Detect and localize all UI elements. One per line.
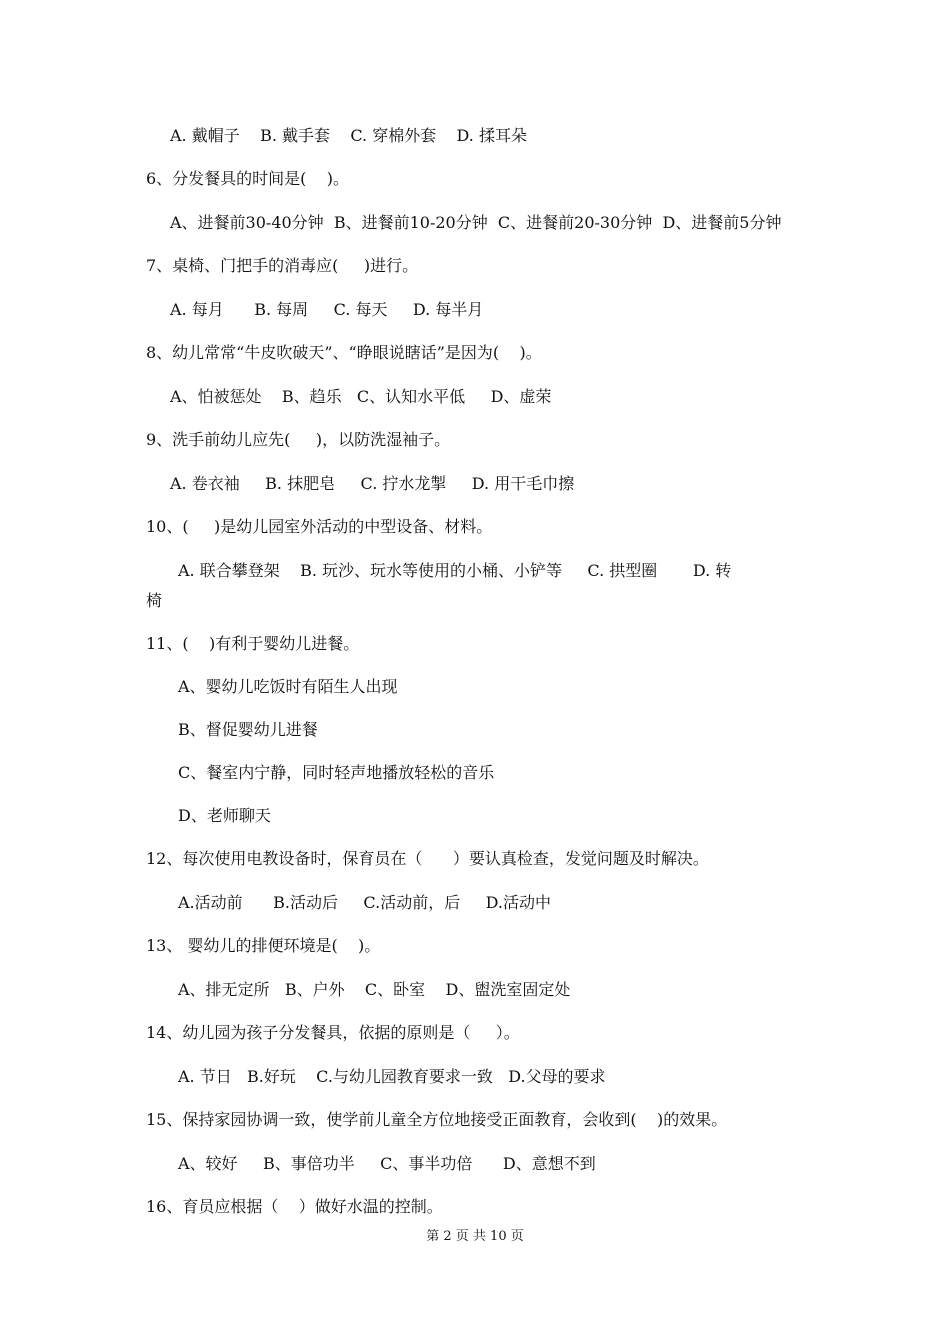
q14-options: A. 节日 B.好玩 C.与幼儿园教育要求一致 D.父母的要求 (178, 1067, 606, 1086)
q8-options: A、怕被惩处 B、趋乐 C、认知水平低 D、虚荣 (170, 387, 552, 406)
question-7: 7、桌椅、门把手的消毒应( )进行。 (146, 256, 419, 275)
q10-options-wrap: 椅 (146, 591, 163, 610)
page-footer: 第 2 页 共 10 页 (426, 1229, 524, 1244)
q11-option-d: D、老师聊天 (178, 806, 271, 825)
q13-options: A、排无定所 B、户外 C、卧室 D、盥洗室固定处 (178, 980, 571, 999)
question-9: 9、洗手前幼儿应先( )，以防洗湿袖子。 (146, 430, 451, 449)
question-13: 13、 婴幼儿的排便环境是( )。 (146, 936, 381, 955)
question-11: 11、( )有利于婴幼儿进餐。 (146, 634, 360, 653)
q5-options: A. 戴帽子 B. 戴手套 C. 穿棉外套 D. 揉耳朵 (170, 126, 527, 145)
question-14: 14、幼儿园为孩子分发餐具，依据的原则是（ ）。 (146, 1023, 520, 1042)
question-15: 15、保持家园协调一致，使学前儿童全方位地接受正面教育，会收到( )的效果。 (146, 1110, 728, 1129)
question-8: 8、幼儿常常“牛皮吹破天”、“睁眼说瞎话”是因为( )。 (146, 343, 542, 362)
q11-option-b: B、督促婴幼儿进餐 (178, 720, 318, 739)
q10-options: A. 联合攀登架 B. 玩沙、玩水等使用的小桶、小铲等 C. 拱型圈 D. 转 (178, 561, 732, 580)
q11-option-c: C、餐室内宁静，同时轻声地播放轻松的音乐 (178, 763, 495, 782)
question-10: 10、( )是幼儿园室外活动的中型设备、材料。 (146, 517, 493, 536)
q12-options: A.活动前 B.活动后 C.活动前，后 D.活动中 (178, 893, 551, 912)
q15-options: A、较好 B、事倍功半 C、事半功倍 D、意想不到 (178, 1154, 596, 1173)
q6-options: A、进餐前30-40分钟 B、进餐前10-20分钟 C、进餐前20-30分钟 D、进餐前5分钟 (170, 213, 782, 232)
question-16: 16、育员应根据（ ）做好水温的控制。 (146, 1197, 443, 1216)
question-6: 6、分发餐具的时间是( )。 (146, 169, 350, 188)
q7-options: A. 每月 B. 每周 C. 每天 D. 每半月 (170, 300, 484, 319)
question-12: 12、每次使用电教设备时，保育员在（ ）要认真检查，发觉问题及时解决。 (146, 849, 709, 868)
q11-option-a: A、婴幼儿吃饭时有陌生人出现 (178, 677, 398, 696)
q9-options: A. 卷衣袖 B. 抹肥皂 C. 拧水龙掣 D. 用干毛巾擦 (170, 474, 575, 493)
